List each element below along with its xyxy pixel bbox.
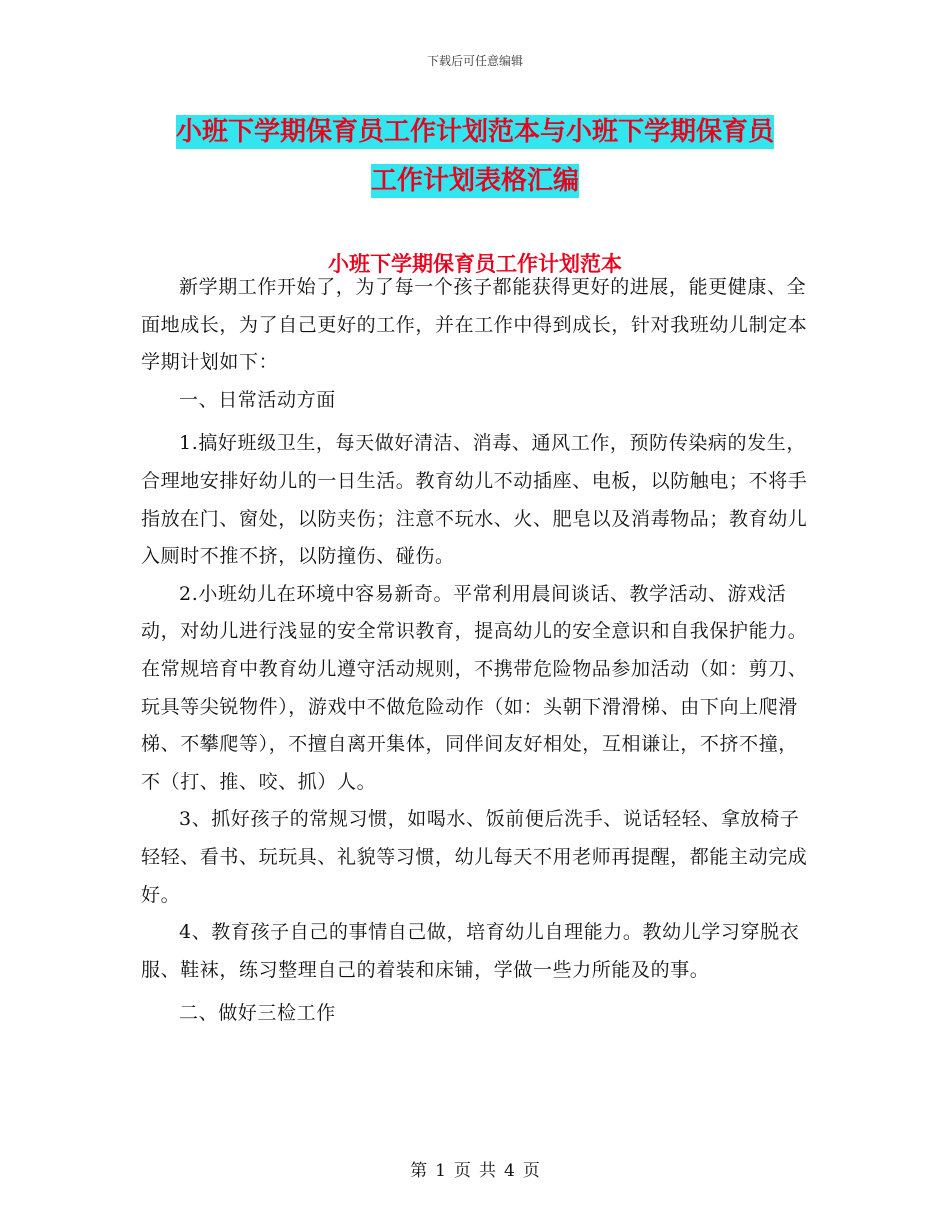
page-number: 1 <box>435 1161 446 1181</box>
footer-mid: 页 <box>454 1161 471 1181</box>
section-title: 小班下学期保育员工作计划范本 <box>328 252 622 276</box>
paragraph: 1.搞好班级卫生，每天做好清洁、消毒、通风工作，预防传染病的发生，合理地安排好幼儿的一日生活。教育幼儿不动插座、电板，以防触电；不将手指放在门、窗处，以防夹伤；注意不玩水、火、肥皂以及消毒物品；教育幼儿入厕时不推不挤，以防撞伤、碰伤。 <box>141 432 808 568</box>
footer-of: 共 <box>479 1161 496 1181</box>
footer-prefix: 第 <box>410 1161 428 1181</box>
title-line-2: 工作计划表格汇编 <box>370 166 579 196</box>
footer-suffix: 页 <box>522 1161 540 1181</box>
document-body <box>141 269 809 1033</box>
paragraph: 2.小班幼儿在环境中容易新奇。平常利用晨间谈话、教学活动、游戏活动，对幼儿进行浅显的安全常识教育，提高幼儿的安全意识和自我保护能力。在常规培育中教育幼儿遵守活动规则，不携带危险物品参加活动（如：剪刀、玩具等尖锐物件），游戏中不做危险动作（如：头朝下滑滑梯、由下向上爬滑梯、不攀爬等），不擅自离开集体，同伴间友好相处，互相谦让，不挤不撞，不（打、推、咬、抓）人。 <box>141 582 808 793</box>
header-note: 下载后可任意编辑 <box>426 54 523 68</box>
paragraph: 一、日常活动方面 <box>179 388 336 411</box>
paragraph: 二、做好三检工作 <box>179 1002 336 1025</box>
paragraph: 3、抓好孩子的常规习惯，如喝水、饭前便后洗手、说话轻轻、拿放椅子轻轻、看书、玩玩具、礼貌等习惯，幼儿每天不用老师再提醒，都能主动完成好。 <box>141 808 808 906</box>
title-line-1: 小班下学期保育员工作计划范本与小班下学期保育员 <box>175 117 774 147</box>
page-total: 4 <box>504 1161 515 1181</box>
paragraph: 4、教育孩子自己的事情自己做，培育幼儿自理能力。教幼儿学习穿脱衣服、鞋袜，练习整理自己的着装和床铺，学做一些力所能及的事。 <box>141 921 800 981</box>
document-title <box>0 108 950 206</box>
paragraph: 新学期工作开始了，为了每一个孩子都能获得更好的进展，能更健康、全面地成长，为了自己更好的工作，并在工作中得到成长，针对我班幼儿制定本学期计划如下： <box>141 276 808 374</box>
page-footer <box>0 1156 950 1181</box>
